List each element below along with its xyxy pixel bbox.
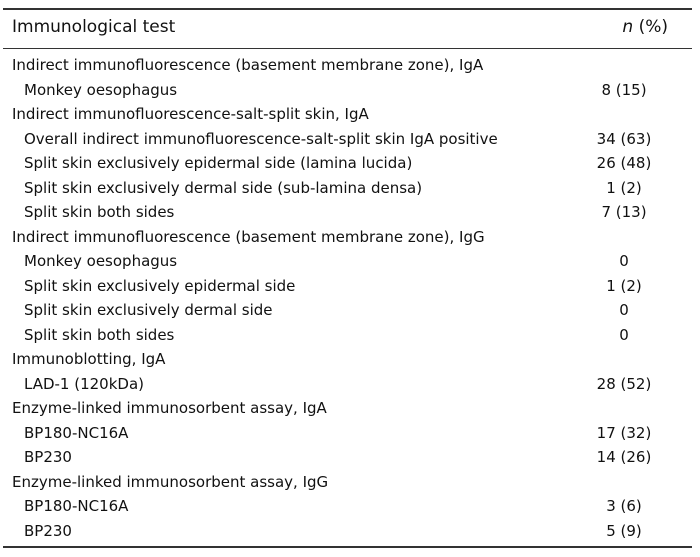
table-row bbox=[3, 249, 692, 274]
row-value: 28 (52) bbox=[596, 374, 652, 393]
table-row bbox=[3, 298, 692, 323]
row-value: 0 bbox=[619, 252, 629, 270]
table-section-heading bbox=[3, 53, 692, 78]
row-label: BP180-NC16A bbox=[24, 423, 129, 442]
header-n: n bbox=[622, 17, 634, 37]
table-row bbox=[3, 200, 692, 225]
table-row bbox=[3, 274, 692, 299]
row-value: 14 (26) bbox=[596, 448, 652, 466]
row-label: Split skin exclusively dermal side (sub-lamina densa) bbox=[24, 178, 423, 197]
row-value: 17 (32) bbox=[596, 423, 652, 442]
row-label: BP230 bbox=[24, 521, 72, 540]
row-value: 7 (13) bbox=[601, 203, 647, 221]
header-rule bbox=[3, 48, 692, 49]
table-section-heading bbox=[3, 102, 692, 127]
row-label: Enzyme-linked immunosorbent assay, IgA bbox=[12, 399, 327, 417]
row-value: 26 (48) bbox=[596, 154, 652, 172]
row-label: Split skin exclusively epidermal side (lamina lucida) bbox=[24, 154, 413, 172]
table-row bbox=[3, 176, 692, 201]
table-row bbox=[3, 494, 692, 519]
header-n-percent bbox=[622, 17, 668, 37]
row-label: Indirect immunofluorescence (basement membrane zone), IgA bbox=[12, 56, 484, 74]
row-label: Split skin exclusively dermal side bbox=[24, 301, 273, 319]
row-label: Enzyme-linked immunosorbent assay, IgG bbox=[12, 472, 329, 491]
row-value: 1 (2) bbox=[606, 178, 642, 197]
table-row bbox=[3, 519, 692, 544]
row-value: 5 (9) bbox=[606, 521, 642, 540]
table-section-heading bbox=[3, 396, 692, 421]
row-label: BP180-NC16A bbox=[24, 497, 129, 515]
row-label: Overall indirect immunofluorescence-salt-split skin IgA positive bbox=[24, 129, 498, 148]
table-row bbox=[3, 421, 692, 446]
table-section-heading bbox=[3, 470, 692, 495]
row-label: Split skin both sides bbox=[24, 325, 175, 344]
table-row bbox=[3, 372, 692, 397]
row-label: Monkey oesophagus bbox=[24, 252, 178, 270]
row-label: Indirect immunofluorescence (basement membrane zone), IgG bbox=[12, 227, 485, 246]
table-body bbox=[3, 53, 692, 543]
row-label: Monkey oesophagus bbox=[24, 80, 178, 99]
table-row bbox=[3, 151, 692, 176]
row-label: LAD-1 (120kDa) bbox=[24, 374, 144, 393]
header-percent: (%) bbox=[633, 17, 668, 37]
table-row bbox=[3, 323, 692, 348]
row-label: BP230 bbox=[24, 448, 72, 466]
row-value: 1 (2) bbox=[606, 276, 642, 295]
bottom-rule bbox=[3, 546, 692, 548]
row-label: Split skin both sides bbox=[24, 203, 175, 221]
header-immunological-test: Immunological test bbox=[12, 17, 176, 37]
table-section-heading bbox=[3, 225, 692, 250]
row-value: 34 (63) bbox=[596, 129, 652, 148]
table-row bbox=[3, 127, 692, 152]
table-header bbox=[3, 17, 692, 41]
row-label: Immunoblotting, IgA bbox=[12, 350, 166, 368]
top-rule bbox=[3, 8, 692, 10]
row-label: Indirect immunofluorescence-salt-split skin, IgA bbox=[12, 105, 369, 123]
row-label: Split skin exclusively epidermal side bbox=[24, 276, 296, 295]
table-section-heading bbox=[3, 347, 692, 372]
row-value: 3 (6) bbox=[606, 497, 642, 515]
row-value: 8 (15) bbox=[601, 80, 647, 99]
row-value: 0 bbox=[619, 301, 629, 319]
row-value: 0 bbox=[619, 325, 629, 344]
table-row bbox=[3, 78, 692, 103]
table-row bbox=[3, 445, 692, 470]
